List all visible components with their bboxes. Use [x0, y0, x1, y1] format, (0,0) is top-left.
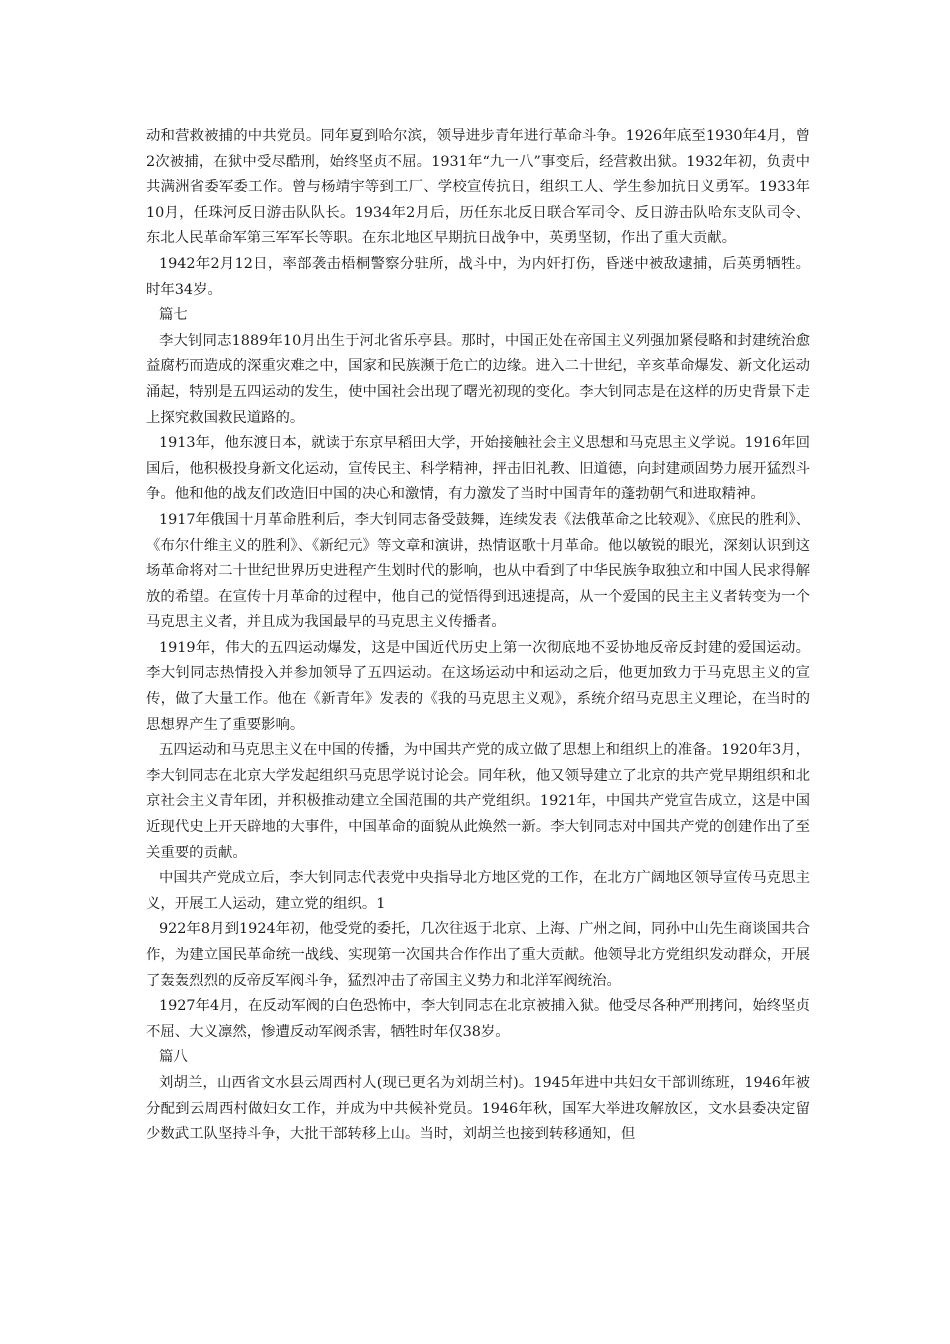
paragraph-zhao-shangzhi-death: 1942年2月12日，率部袭击梧桐警察分驻所，战斗中，为内奸打伤，昏迷中被敌逮捕，后英勇牺牲。时年34岁。: [146, 255, 810, 298]
section-heading-pian-ba: 篇八: [158, 1049, 188, 1066]
paragraph-li-dazhao-birth: 李大钊同志1889年10月出生于河北省乐亭县。那时，中国正处在帝国主义列强加紧侵略和封建统治愈益腐朽而造成的深重灾难之中，国家和民族濒于危亡的边缘。进入二十世纪，辛亥革命爆发、新文化运动涌起，特别是五四运动的发生，使中国社会出现了曙光初现的变化。李大钊同志是在这样的历史背景下走上探究救国救民道路的。: [146, 332, 810, 426]
paragraph-li-dazhao-death: 1927年4月，在反动军阀的白色恐怖中，李大钊同志在北京被捕入狱。他受尽各种严刑拷问，始终坚贞不屈、大义凛然，惨遭反动军阀杀害，牺牲时年仅38岁。: [146, 998, 810, 1040]
paragraph-li-dazhao-kmt-cooperation: 922年8月到1924年初，他受党的委托，几次往返于北京、上海、广州之间，同孙中山先生商谈国共合作，为建立国民革命统一战线、实现第一次国共合作作出了重大贡献。他领导北方党组织发动群众，开展了轰轰烈烈的反帝反军阀斗争，猛烈冲击了帝国主义势力和北洋军阀统治。: [146, 921, 810, 989]
paragraph-li-dazhao-october-revolution: 1917年俄国十月革命胜利后，李大钊同志备受鼓舞，连续发表《法俄革命之比较观》、《庶民的胜利》、《布尔什维主义的胜利》、《新纪元》等文章和演讲，热情讴歌十月革命。他以敏锐的眼光，深刻认识到这场革命将对二十世纪世界历史进程产生划时代的影响，也从中看到了中华民族争取独立和中国人民求得解放的希望。在宣传十月革命的过程中，他自己的觉悟得到迅速提高，从一个爱国的民主主义者转变为一个马克思主义者，并且成为我国最早的马克思主义传播者。: [146, 511, 810, 631]
paragraph-li-dazhao-north-work: 中国共产党成立后，李大钊同志代表党中央指导北方地区党的工作，在北方广阔地区领导宣传马克思主义，开展工人运动，建立党的组织。1: [146, 870, 810, 912]
paragraph-li-dazhao-japan: 1913年，他东渡日本，就读于东京早稻田大学，开始接触社会主义思想和马克思主义学说。1916年回国后，他积极投身新文化运动，宣传民主、科学精神，抨击旧礼教、旧道德，向封建顽固势力展开猛烈斗争。他和他的战友们改造旧中国的决心和激情，有力激发了当时中国青年的蓬勃朝气和进取精神。: [146, 435, 810, 503]
paragraph-li-dazhao-may-fourth: 1919年，伟大的五四运动爆发，这是中国近代历史上第一次彻底地不妥协地反帝反封建的爱国运动。李大钊同志热情投入并参加领导了五四运动。在这场运动中和运动之后，他更加致力于马克思主义的宣传，做了大量工作。他在《新青年》发表的《我的马克思主义观》，系统介绍马克思主义理论，在当时的思想界产生了重要影响。: [146, 639, 810, 733]
paragraph-li-dazhao-party-founding: 五四运动和马克思主义在中国的传播，为中国共产党的成立做了思想上和组织上的准备。1920年3月，李大钊同志在北京大学发起组织马克思学说讨论会。同年秋，他又领导建立了北京的共产党早期组织和北京社会主义青年团，并积极推动建立全国范围的共产党组织。1921年，中国共产党宣告成立，这是中国近现代史上开天辟地的大事件，中国革命的面貌从此焕然一新。李大钊同志对中国共产党的创建作出了至关重要的贡献。: [146, 742, 810, 861]
paragraph-liu-hulan-bio: 刘胡兰，山西省文水县云周西村人(现已更名为刘胡兰村)。1945年进中共妇女干部训练班，1946年被分配到云周西村做妇女工作，并成为中共候补党员。1946年秋，国军大举进攻解放区，文水县委决定留少数武工队坚持斗争，大批干部转移上山。当时，刘胡兰也接到转移通知，但: [146, 1074, 810, 1143]
section-heading-pian-qi: 篇七: [158, 307, 188, 324]
document-page: [146, 124, 810, 1148]
paragraph-zhao-shangzhi-bio-cont: 动和营救被捕的中共党员。同年夏到哈尔滨，领导进步青年进行革命斗争。1926年底至1930年4月，曾2次被捕，在狱中受尽酷刑，始终坚贞不屈。1931年“九一八”事变后，经营救出狱。1932年初，负责中共满洲省委军委工作。曾与杨靖宇等到工厂、学校宣传抗日，组织工人、学生参加抗日义勇军。1933年10月，任珠河反日游击队队长。1934年2月后，历任东北反日联合军司令、反日游击队哈东支队司令、东北人民革命军第三军军长等职。在东北地区早期抗日战争中，英勇坚韧，作出了重大贡献。: [146, 128, 810, 247]
